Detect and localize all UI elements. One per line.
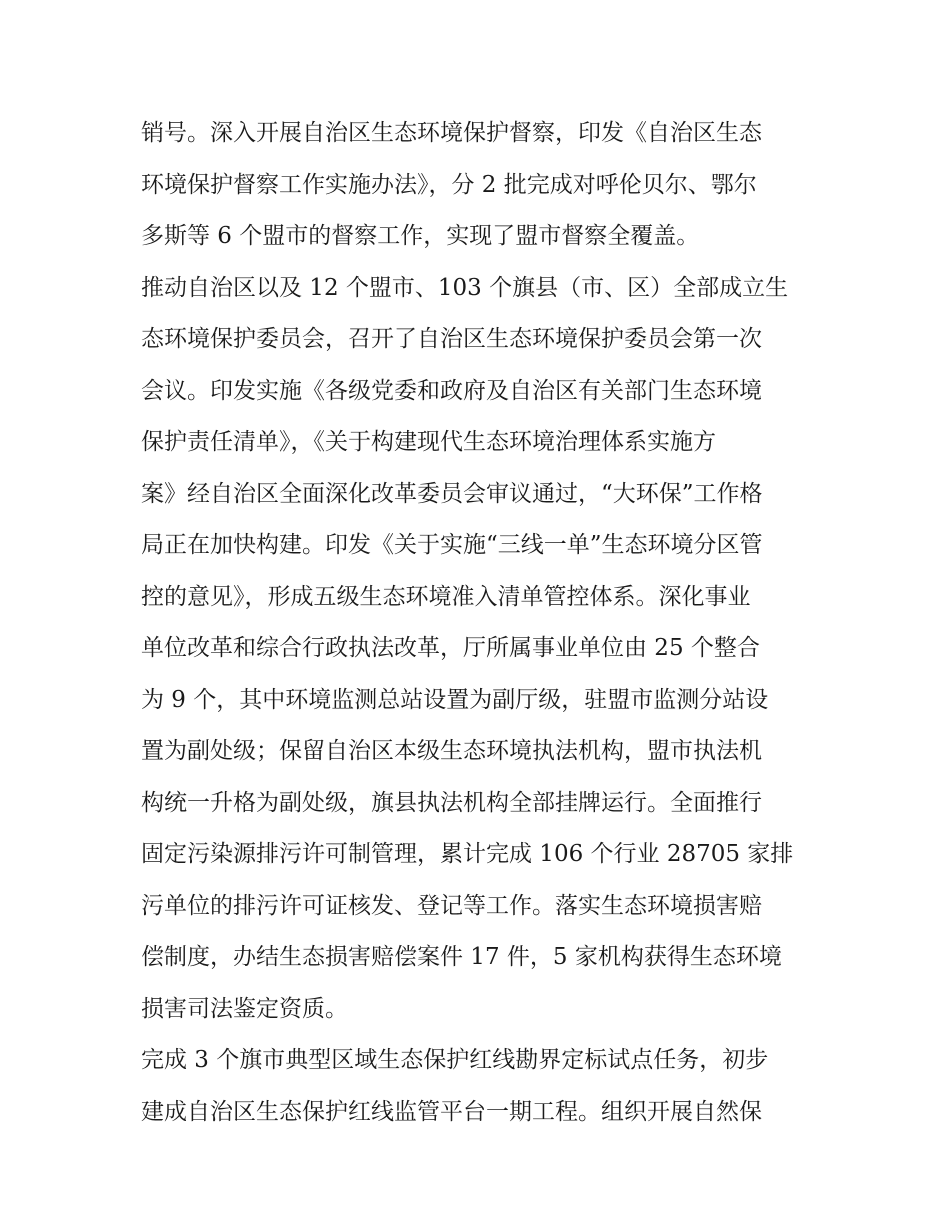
- text-line: 会议。印发实施《各级党委和政府及自治区有关部门生态环境: [141, 377, 762, 404]
- text-line: 完成 3 个旗市典型区域生态保护红线勘界定标试点任务，初步: [141, 1047, 769, 1073]
- text-line: 为 9 个，其中环境监测总站设置为副厅级，驻盟市监测分站设: [141, 686, 769, 713]
- text-line: 构统一升格为副处级，旗县执法机构全部挂牌运行。全面推行: [141, 789, 762, 816]
- text-line: 态环境保护委员会，召开了自治区生态环境保护委员会第一次: [141, 326, 762, 352]
- text-line: 保护责任清单》，《关于构建现代生态环境治理体系实施方: [141, 429, 716, 455]
- text-line: 单位改革和综合行政执法改革，厅所属事业单位由 25 个整合: [141, 635, 760, 661]
- text-line: 销号。深入开展自治区生态环境保护督察，印发《自治区生态: [141, 120, 762, 146]
- text-line: 环境保护督察工作实施办法》，分 2 批完成对呼伦贝尔、鄂尔: [141, 171, 757, 198]
- text-line: 损害司法鉴定资质。: [141, 995, 348, 1022]
- text-line: 污单位的排污许可证核发、登记等工作。落实生态环境损害赔: [141, 892, 762, 919]
- text-line: 固定污染源排污许可制管理，累计完成 106 个行业 28705 家排: [141, 841, 794, 867]
- text-line: 偿制度，办结生态损害赔偿案件 17 件，5 家机构获得生态环境: [141, 944, 782, 970]
- text-line: 置为副处级；保留自治区本级生态环境执法机构，盟市执法机: [141, 738, 762, 764]
- text-line: 局正在加快构建。印发《关于实施“三线一单”生态环境分区管: [141, 532, 763, 558]
- document-body: [141, 108, 821, 1138]
- text-line: 多斯等 6 个盟市的督察工作，实现了盟市督察全覆盖。: [141, 223, 700, 249]
- text-line: 控的意见》，形成五级生态环境准入清单管控体系。深化事业: [141, 583, 751, 610]
- text-line: 案》经自治区全面深化改革委员会审议通过，“大环保”工作格: [141, 480, 763, 507]
- text-line: 推动自治区以及 12 个盟市、103 个旗县（市、区）全部成立生: [141, 274, 789, 301]
- text-line: 建成自治区生态保护红线监管平台一期工程。组织开展自然保: [141, 1098, 762, 1125]
